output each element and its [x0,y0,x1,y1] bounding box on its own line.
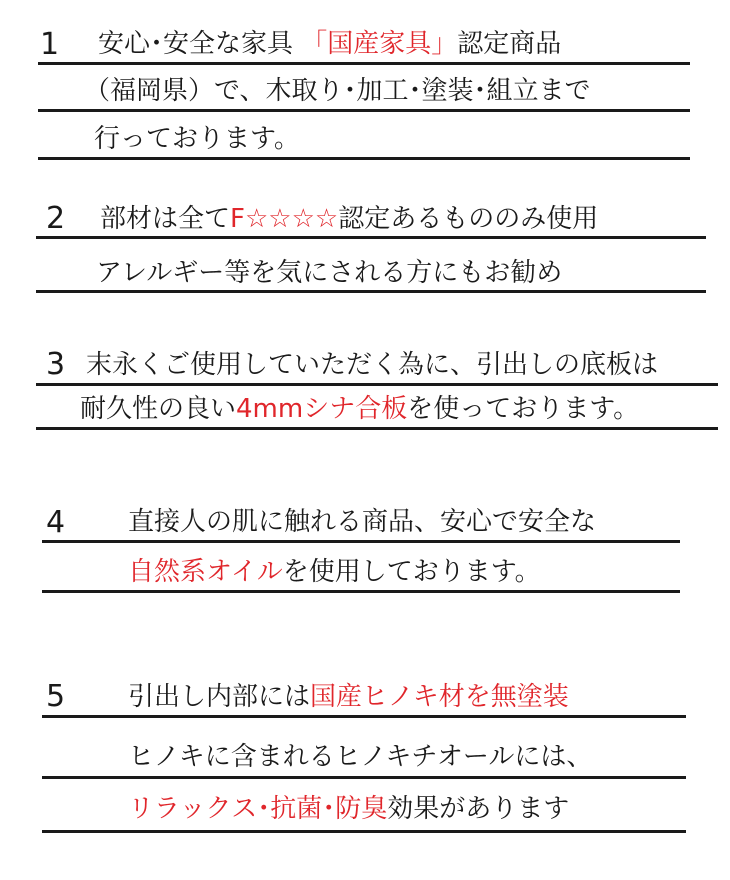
item-1-highlight-kokusan-kagu: 「国産家具」 [301,29,458,59]
item-1-line-3-text: 行っております。 [94,124,300,154]
item-2-rule-2 [36,290,706,293]
item-3-line-2 [80,394,639,424]
item-4-rule-2 [42,590,680,593]
item-3-line-2-text-b: を使っております。 [407,394,640,424]
item-5-line-2 [128,742,592,772]
item-4-rule-1 [42,540,680,543]
item-1-line-2-text: （福岡県）で、木取り･加工･塗装･組立まで [84,76,591,106]
item-3-rule-2 [36,427,718,430]
item-1-line-3 [94,124,300,154]
item-5-line-1 [128,682,569,712]
item-3-rule-1 [36,383,718,386]
item-1-number: 1 [40,27,60,62]
item-4-line-1 [128,507,596,537]
item-5-rule-3 [42,830,686,833]
item-2-line-1-text-b: 認定あるもののみ使用 [338,204,599,234]
item-2-line-1-text-a: 部材は全て [100,204,231,234]
item-2-line-2-text: アレルギー等を気にされる方にもお勧め [96,258,563,288]
item-1-rule-2 [38,109,690,112]
item-1-line-1-text-a: 安心･安全な家具 [98,29,302,59]
item-4-highlight-natural-oil: 自然系オイル [128,557,283,587]
item-2-line-2 [96,258,562,288]
item-5-highlight-hinoki-unpainted: 国産ヒノキ材を無塗装 [310,682,569,712]
item-3-line-1 [86,350,658,380]
item-1-line-1 [98,29,561,59]
item-1-line-1-text-b: 認定商品 [457,29,562,59]
item-5-highlight-relax-antibacterial-deodorize: リラックス･抗菌･防臭 [128,794,388,824]
item-2-rule-1 [36,236,706,239]
item-5-rule-1 [42,715,686,718]
item-2-line-1 [100,204,598,234]
item-5-line-3-text: 効果があります [387,794,570,824]
item-1-rule-3 [38,157,690,160]
item-4-line-1-text: 直接人の肌に触れる商品、安心で安全な [128,507,597,537]
item-5-number: 5 [46,679,66,714]
item-5-line-2-text: ヒノキに含まれるヒノキチオールには、 [128,742,593,772]
item-2-number: 2 [46,201,66,236]
item-3-number: 3 [46,347,66,382]
item-5-line-1-text: 引出し内部には [128,682,311,712]
item-1-rule-1 [38,62,690,65]
item-3-highlight-4mm-shina-plywood: 4mmシナ合板 [236,394,408,424]
item-4-line-2-text: を使用しております。 [282,557,541,587]
item-3-line-1-text: 末永くご使用していただく為に、引出しの底板は [86,350,659,380]
item-3-line-2-text-a: 耐久性の良い [80,394,237,424]
item-1-line-2 [84,76,590,106]
item-5-line-3 [128,794,569,824]
item-5-rule-2 [42,776,686,779]
item-2-highlight-f-four-star: F☆☆☆☆ [230,204,339,234]
item-4-number: 4 [46,505,66,540]
item-4-line-2 [128,557,541,587]
